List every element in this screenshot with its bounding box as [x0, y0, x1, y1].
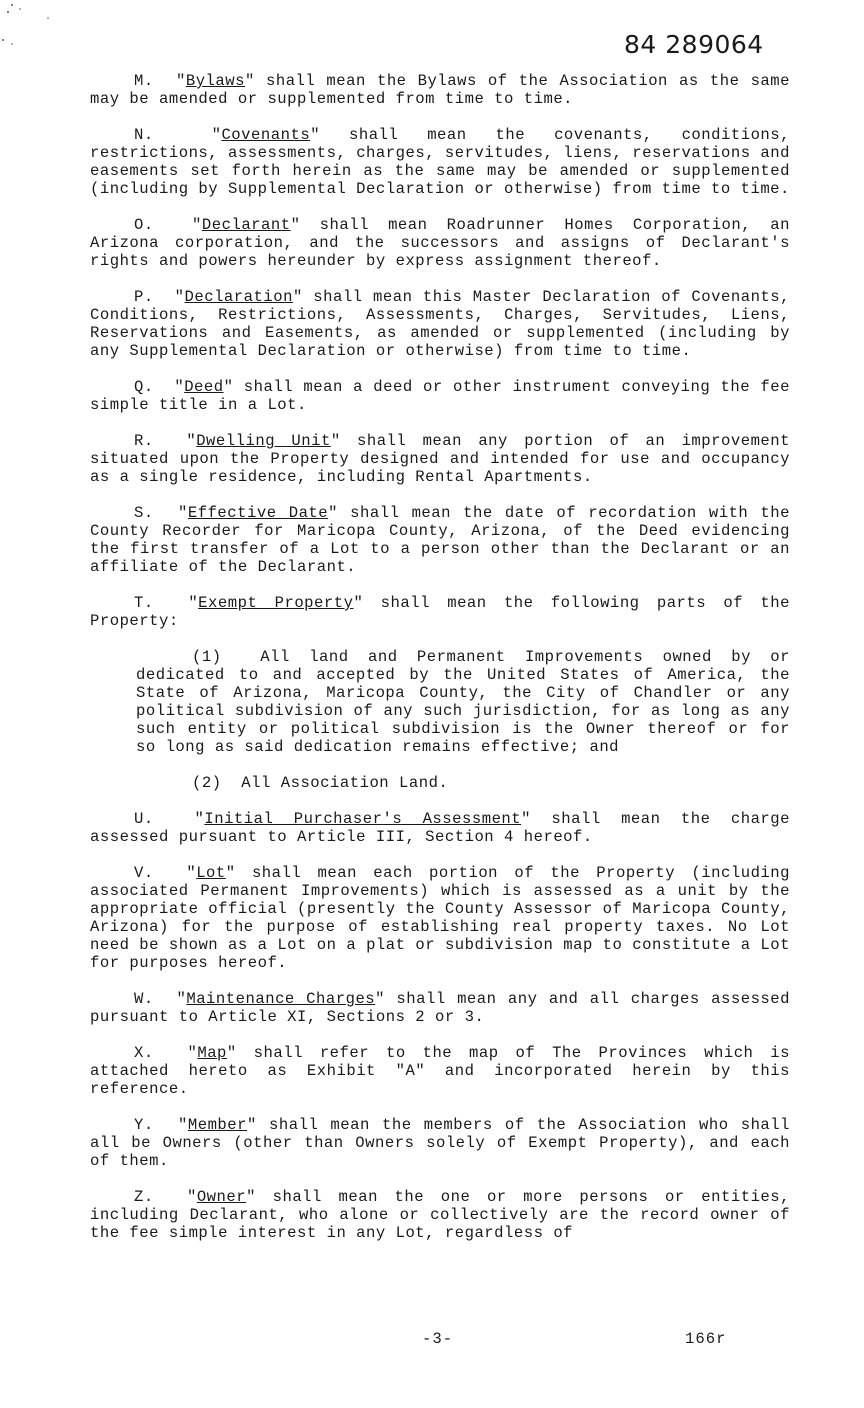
definition-label: X. [134, 1044, 154, 1062]
definition-paragraph [90, 216, 790, 270]
quote-mark: " [175, 72, 186, 90]
quote-mark: " [174, 288, 185, 306]
definition-text: " shall mean the following parts of the Property: [90, 594, 790, 630]
definition-paragraph [90, 72, 790, 108]
defined-term: Lot [196, 864, 226, 882]
definition-label: O. [134, 216, 154, 234]
definition-label: Z. [134, 1188, 154, 1206]
definition-label: P. [134, 288, 154, 306]
definition-paragraph [90, 432, 790, 486]
quote-mark: " [186, 432, 197, 450]
quote-mark: " [174, 378, 185, 396]
defined-term: Maintenance Charges [186, 990, 376, 1008]
definition-paragraph [90, 126, 790, 198]
definition-paragraph [90, 594, 790, 630]
page-number: -3- [422, 1330, 454, 1348]
exempt-item: (2) All Association Land. [192, 774, 449, 792]
definition-paragraph [90, 864, 790, 972]
definition-label: W. [134, 990, 154, 1008]
definition-text: " shall mean Roadrunner Homes Corporation, an Arizona corporation, and the successors and assigns of Declarant's rights and powers hereunder by express assignment thereof. [90, 216, 790, 270]
definition-paragraph [90, 810, 790, 846]
defined-term: Exempt Property [198, 594, 354, 612]
definition-text: " shall refer to the map of The Provinces which is attached hereto as Exhibit "A" and incorporated herein by this reference. [90, 1044, 791, 1098]
exempt-item: (1) All land and Permanent Improvements owned by or dedicated to and accepted by the United States of America, the State of Arizona, Maricopa County, the City of Chandler or any political subdivision of any such jurisdiction, for as long as any such entity or political subdivision is the Owner thereof or for so long as said dedication remains effective; and [136, 648, 790, 756]
quote-mark: " [178, 1116, 188, 1134]
definition-label: U. [134, 810, 154, 828]
scan-specks [0, 0, 60, 50]
quote-mark: " [176, 990, 187, 1008]
defined-term: Effective Date [187, 504, 329, 522]
quote-mark: " [186, 864, 197, 882]
document-body [90, 72, 790, 1260]
quote-mark: " [192, 216, 202, 234]
definition-text: " shall mean any portion of an improvement situated upon the Property designed and intended for use and occupancy as a single residence, including Rental Apartments. [90, 432, 790, 486]
definition-text: " shall mean each portion of the Property (including associated Permanent Improvements) which is assessed as a unit by the appropriate official (presently the County Assessor of Maricopa County, Arizona) for the purpose of establishing real property taxes. No Lot need be shown as a Lot on a plat or subdivision map to constitute a Lot for purposes hereof. [90, 864, 790, 972]
document-number: 84 289064 [624, 30, 764, 59]
definition-label: V. [134, 864, 154, 882]
definition-label: Y. [134, 1116, 154, 1134]
defined-term: Deed [184, 378, 224, 396]
definition-text: " shall mean the charge assessed pursuant to Article III, Section 4 hereof. [90, 810, 791, 846]
defined-term: Declarant [201, 216, 291, 234]
definition-text: " shall mean the date of recordation with the County Recorder for Maricopa County, Arizona, of the Deed evidencing the first transfer of a Lot to a person other than the Declarant or an affiliate of the Declarant. [90, 504, 790, 576]
definition-text: " shall mean the one or more persons or entities, including Declarant, who alone or collectively are the record owner of the fee simple interest in any Lot, regardless of [90, 1188, 791, 1242]
defined-term: Declaration [184, 288, 293, 306]
definition-paragraph [90, 1116, 790, 1170]
definition-paragraph [90, 990, 790, 1026]
definition-paragraph [90, 504, 790, 576]
defined-term: Initial Purchaser's Assessment [204, 810, 522, 828]
definition-label: N. [134, 126, 154, 144]
quote-mark: " [188, 594, 199, 612]
defined-term: Dwelling Unit [196, 432, 331, 450]
defined-term: Covenants [221, 126, 311, 144]
quote-mark: " [186, 1188, 197, 1206]
definition-text: " shall mean any and all charges assessed pursuant to Article XI, Sections 2 or 3. [90, 990, 790, 1026]
definition-text: " shall mean this Master Declaration of Covenants, Conditions, Restrictions, Assessments, Charges, Servitudes, Liens, Reservations and Easements, as amended or supplemented (including by any Supplemental Declaration or otherwise) from time to time. [90, 288, 791, 360]
quote-mark: " [178, 504, 188, 522]
definition-text: " shall mean the Bylaws of the Association as the same may be amended or supplemented from time to time. [90, 72, 791, 108]
quote-mark: " [211, 126, 222, 144]
definition-paragraph [90, 378, 790, 414]
definition-paragraph [90, 1188, 790, 1242]
definition-label: Q. [134, 378, 154, 396]
definition-paragraph [90, 288, 790, 360]
quote-mark: " [187, 1044, 198, 1062]
definition-text: " shall mean the covenants, conditions, restrictions, assessments, charges, servitudes, liens, reservations and easements set forth herein as the same may be amended or supplemented (including by Supplemental Declaration or otherwise) from time to time. [90, 126, 791, 198]
definition-label: R. [134, 432, 154, 450]
definition-label: T. [134, 594, 154, 612]
definition-paragraph [90, 1044, 790, 1098]
quote-mark: " [194, 810, 205, 828]
defined-term: Member [187, 1116, 248, 1134]
defined-term: Owner [196, 1188, 247, 1206]
definition-label: M. [134, 72, 154, 90]
definition-text: " shall mean a deed or other instrument conveying the fee simple title in a Lot. [90, 378, 790, 414]
defined-term: Map [197, 1044, 227, 1062]
definition-text: " shall mean the members of the Association who shall all be Owners (other than Owners solely of Exempt Property), and each of them. [90, 1116, 790, 1170]
footer-code: 166r [685, 1330, 727, 1348]
defined-term: Bylaws [185, 72, 245, 90]
definition-label: S. [134, 504, 154, 522]
